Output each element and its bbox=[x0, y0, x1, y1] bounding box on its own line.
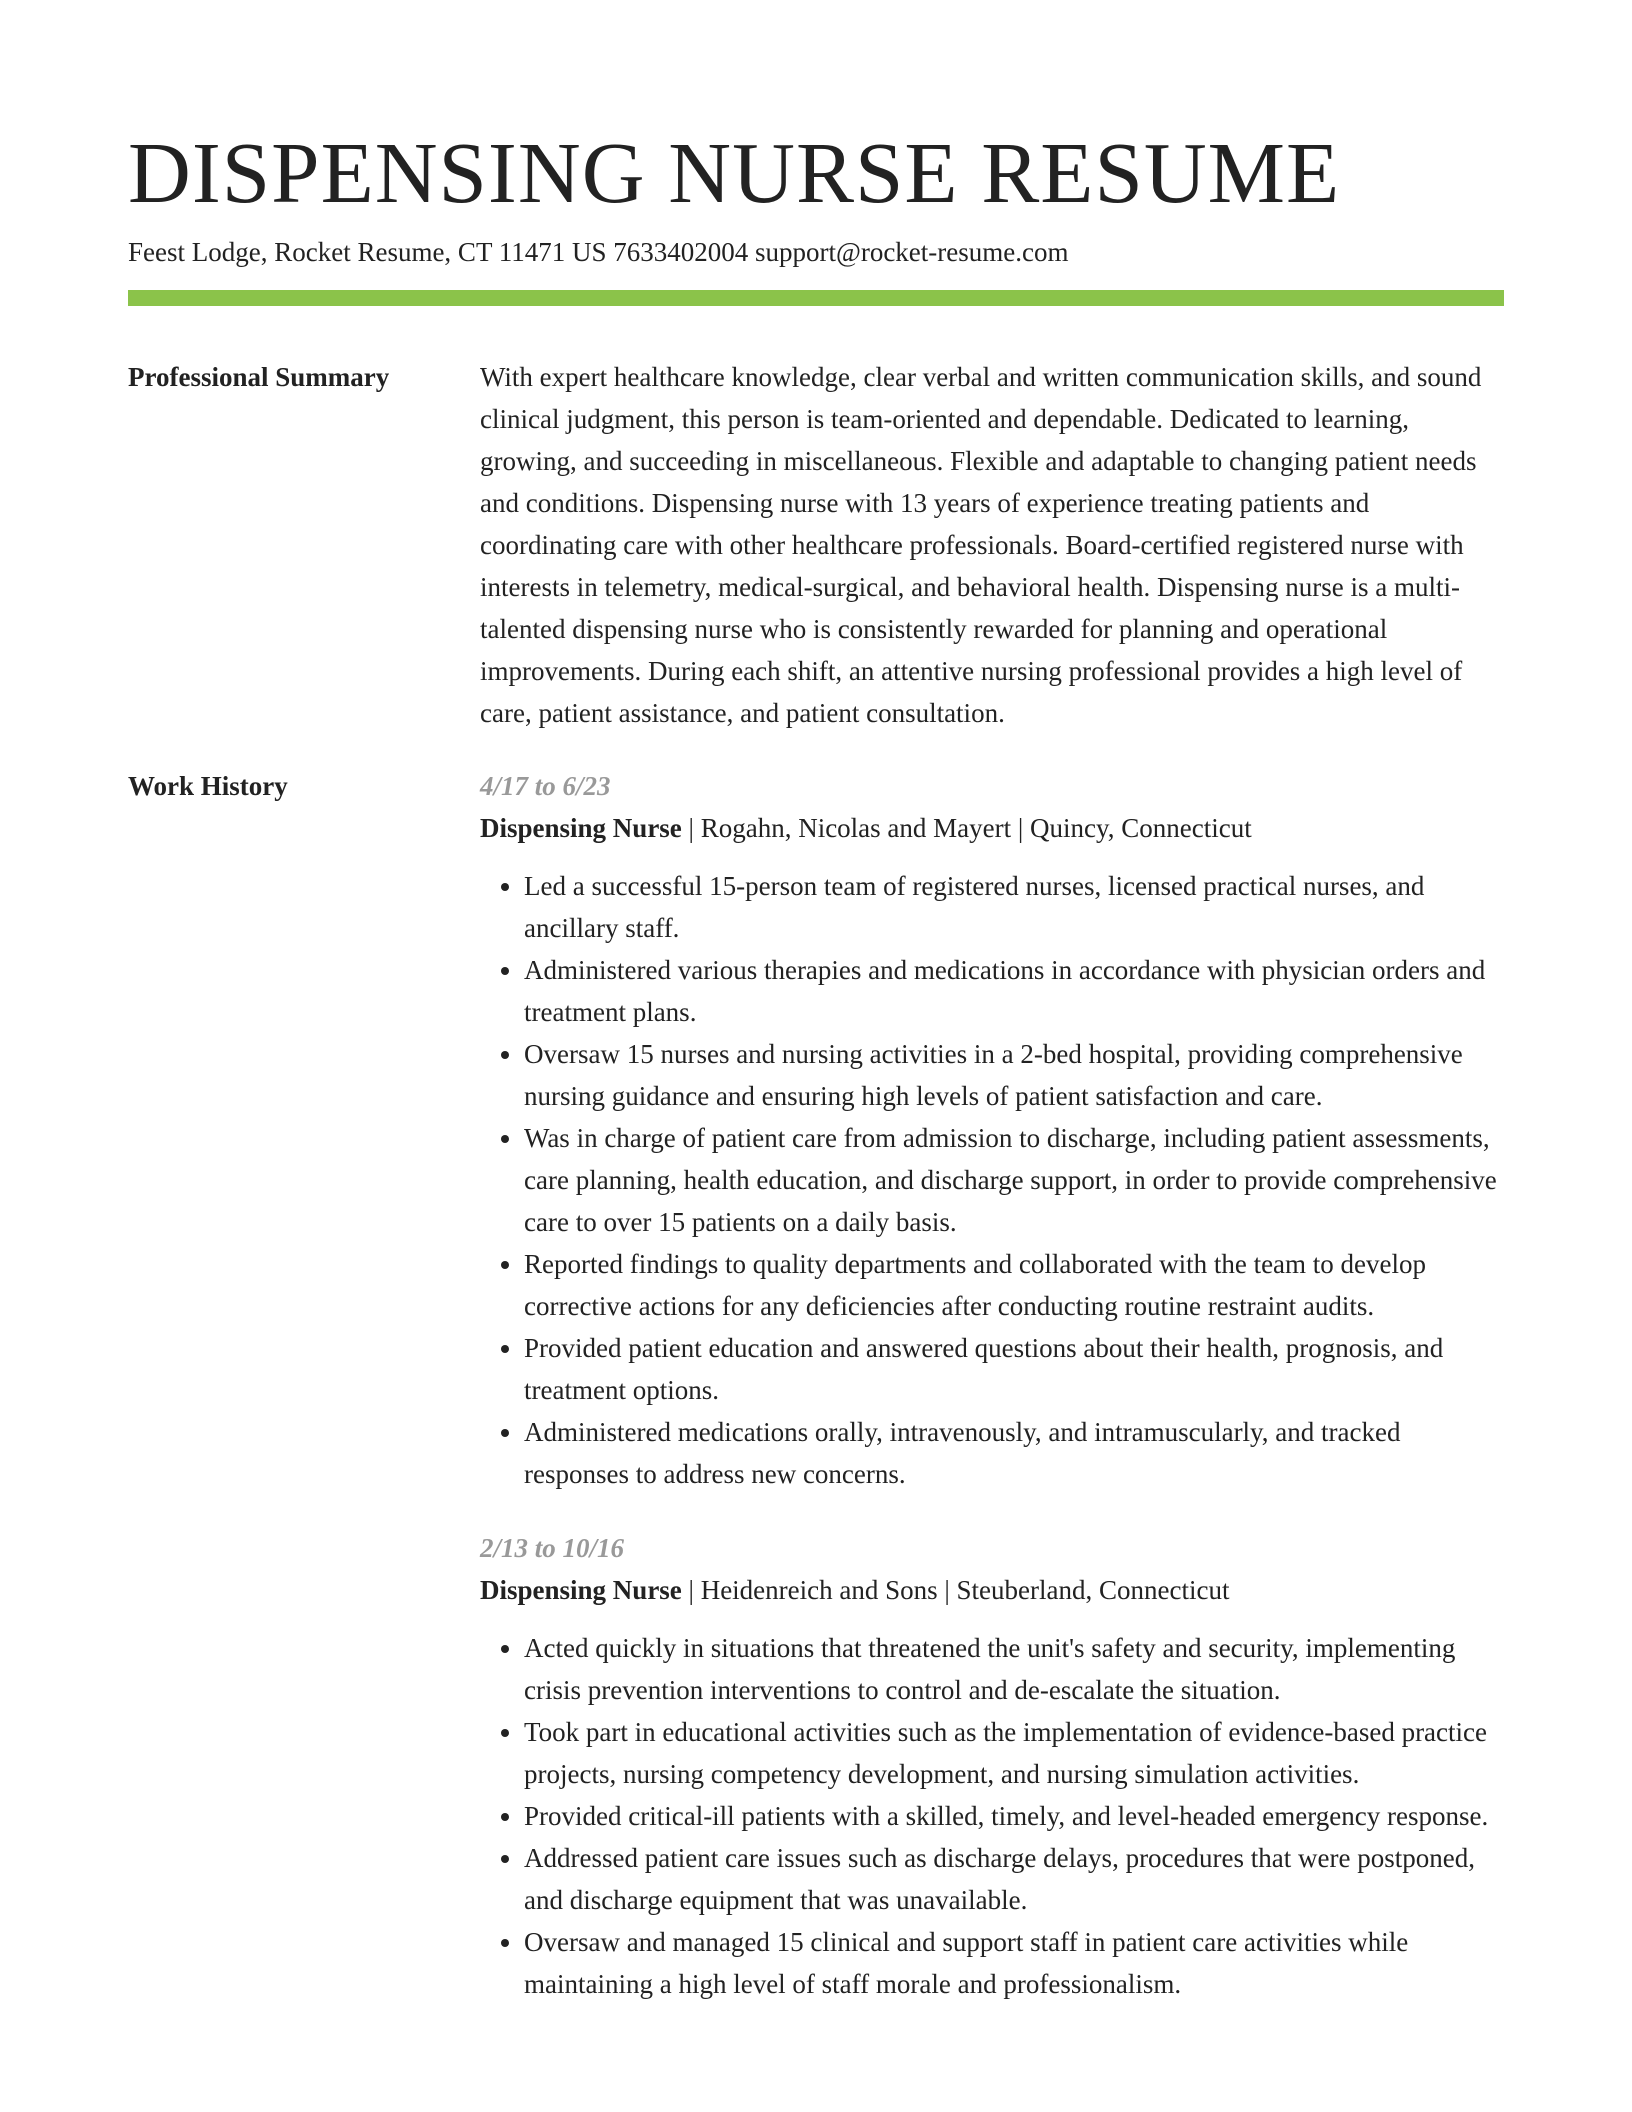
job-entry bbox=[480, 765, 1504, 1495]
page-title: DISPENSING NURSE RESUME bbox=[128, 124, 1341, 221]
job-role: Dispensing Nurse bbox=[480, 813, 682, 843]
section-label-summary: Professional Summary bbox=[128, 362, 390, 392]
job-bullet: • Administered various therapies and medications in accordance with physician orders and treatment plans. bbox=[524, 949, 1504, 1033]
job-bullet: • Reported findings to quality departments and collaborated with the team to develop corrective actions for any deficiencies after conducting routine restraint audits. bbox=[524, 1243, 1504, 1327]
job-bullet: • Provided patient education and answered questions about their health, prognosis, and treatment options. bbox=[524, 1327, 1504, 1411]
job-bullet-list bbox=[480, 865, 1504, 1495]
job-entry bbox=[480, 1527, 1504, 2005]
contact-line: Feest Lodge, Rocket Resume, CT 11471 US 7633402004 support@rocket-resume.com bbox=[128, 237, 1069, 267]
job-bullet-list bbox=[480, 1627, 1504, 2005]
job-bullet: • Addressed patient care issues such as discharge delays, procedures that were postponed, and discharge equipment that was unavailable. bbox=[524, 1837, 1504, 1921]
section-label-work-history: Work History bbox=[128, 771, 288, 801]
job-dates: 2/13 to 10/16 bbox=[480, 1533, 625, 1563]
job-bullet: • Oversaw and managed 15 clinical and support staff in patient care activities while maintaining a high level of staff morale and professionalism. bbox=[524, 1921, 1504, 2005]
job-dates: 4/17 to 6/23 bbox=[480, 771, 611, 801]
job-bullet: • Administered medications orally, intravenously, and intramuscularly, and tracked responses to address new concerns. bbox=[524, 1411, 1504, 1495]
job-title-line bbox=[480, 1569, 1504, 1611]
job-bullet: • Took part in educational activities such as the implementation of evidence-based practice projects, nursing competency development, and nursing simulation activities. bbox=[524, 1711, 1504, 1795]
summary-text: With expert healthcare knowledge, clear verbal and written communication skills, and sound clinical judgment, this person is team-oriented and dependable. Dedicated to learning, growing, and succeeding in miscellaneous. Flexible and adaptable to changing patient needs and conditions. Dispensing nurse with 13 years of experience treating patients and coordinating care with other healthcare professionals. Board-certified registered nurse with interests in telemetry, medical-surgical, and behavioral health. Dispensing nurse is a multi-talented dispensing nurse who is consistently rewarded for planning and operational improvements. During each shift, an attentive nursing professional provides a high level of care, patient assistance, and patient consultation. bbox=[480, 362, 1482, 728]
work-history-section bbox=[128, 765, 1504, 2005]
job-role: Dispensing Nurse bbox=[480, 1575, 682, 1605]
header-divider bbox=[128, 290, 1504, 306]
job-bullet: • Was in charge of patient care from admission to discharge, including patient assessments, care planning, health education, and discharge support, in order to provide comprehensive care to over 15 patients on a daily basis. bbox=[524, 1117, 1504, 1243]
job-title-line bbox=[480, 807, 1504, 849]
job-bullet: • Provided critical-ill patients with a skilled, timely, and level-headed emergency response. bbox=[524, 1795, 1504, 1837]
job-employer-location: | Rogahn, Nicolas and Mayert | Quincy, Connecticut bbox=[681, 813, 1252, 843]
job-employer-location: | Heidenreich and Sons | Steuberland, Connecticut bbox=[681, 1575, 1230, 1605]
job-bullet: • Led a successful 15-person team of registered nurses, licensed practical nurses, and ancillary staff. bbox=[524, 865, 1504, 949]
professional-summary-section bbox=[128, 356, 1504, 734]
resume-page bbox=[128, 0, 1504, 2005]
job-bullet: • Acted quickly in situations that threatened the unit's safety and security, implementing crisis prevention interventions to control and de-escalate the situation. bbox=[524, 1627, 1504, 1711]
work-history-list bbox=[480, 765, 1504, 2005]
job-bullet: • Oversaw 15 nurses and nursing activities in a 2-bed hospital, providing comprehensive nursing guidance and ensuring high levels of patient satisfaction and care. bbox=[524, 1033, 1504, 1117]
